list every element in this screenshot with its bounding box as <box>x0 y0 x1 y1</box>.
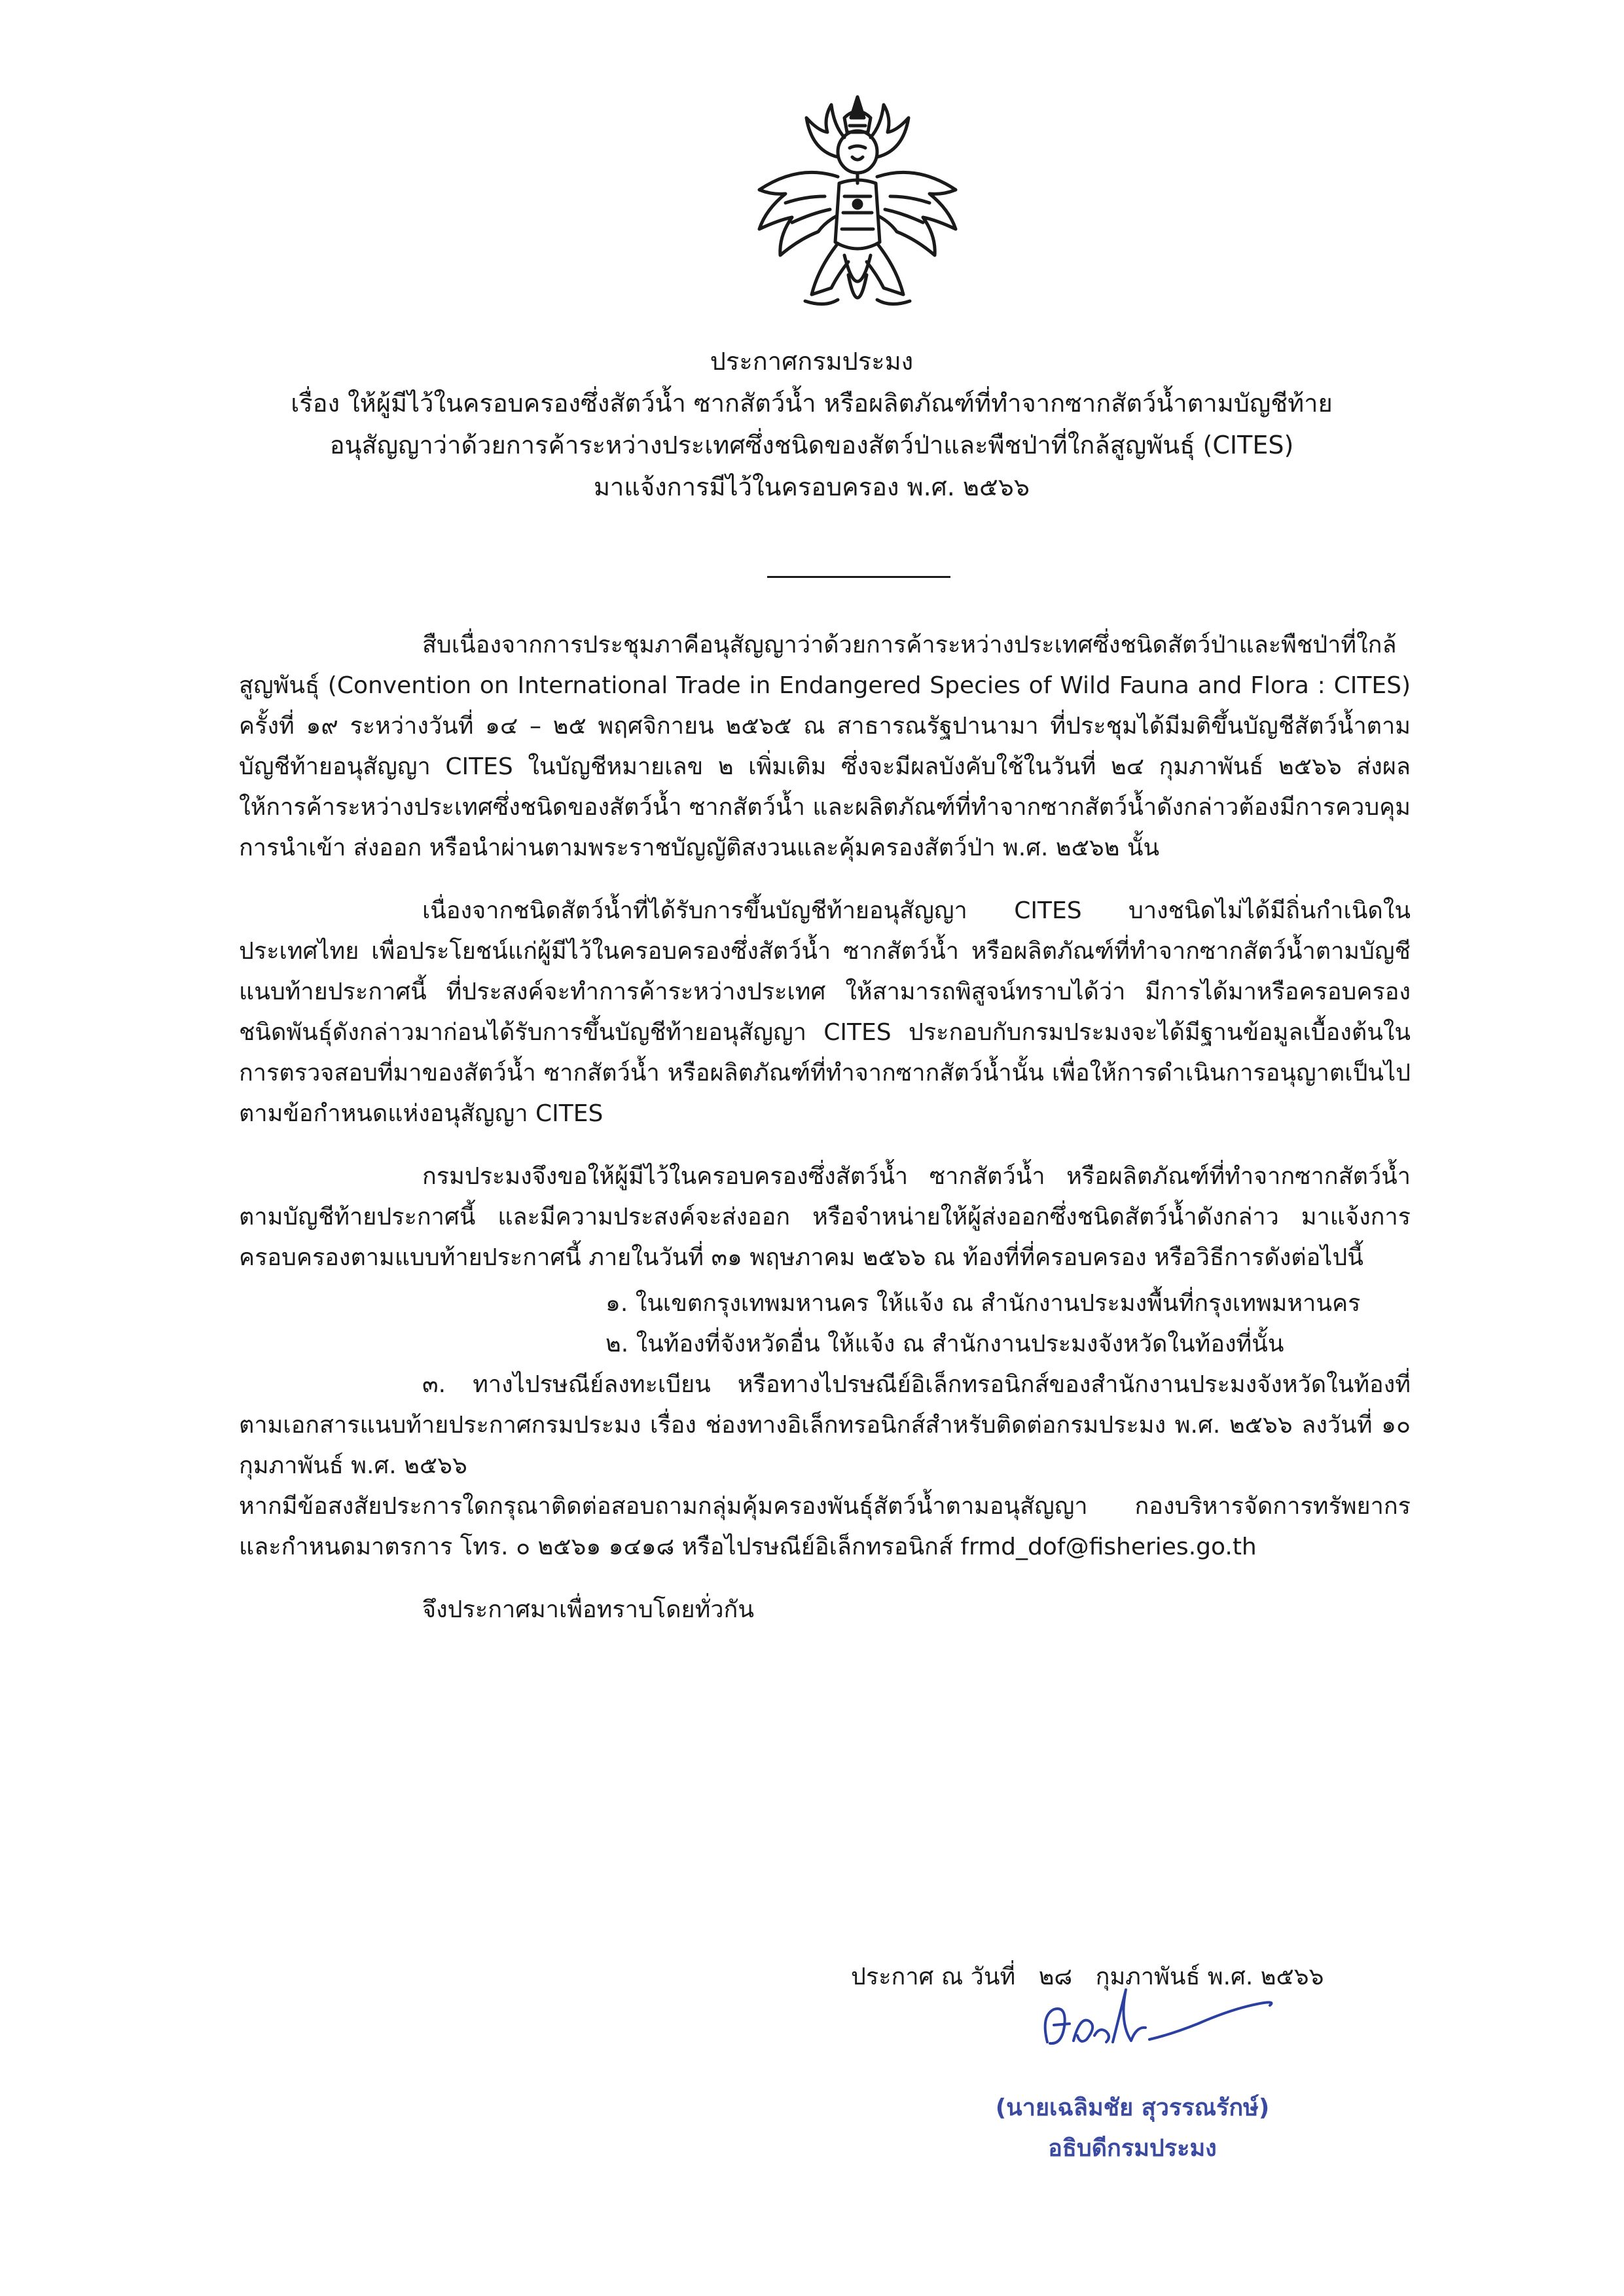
date-day: ๒๘ <box>1038 1964 1073 1990</box>
header-divider <box>767 576 950 578</box>
signer-position: อธิบดีกรมประมง <box>1048 2135 1217 2162</box>
garuda-emblem-icon <box>746 92 969 327</box>
channel-list <box>239 1283 1411 1486</box>
paragraph-background: สืบเนื่องจากการประชุมภาคีอนุสัญญาว่าด้วยการค้าระหว่างประเทศซึ่งชนิดสัตว์ป่าและพืชป่าที่ใกล้สูญพันธุ์ (Convention on International Trade in Endangered Species of Wild Fauna and Flora : CITES) ครั้งที่ ๑๙ ระหว่างวันที่ ๑๔ – ๒๕ พฤศจิกายน ๒๕๖๕ ณ สาธารณรัฐปานามา ที่ประชุมได้มีมติขึ้นบัญชีสัตว์น้ำตามบัญชีท้ายอนุสัญญา CITES ในบัญชีหมายเลข ๒ เพิ่มเติม ซึ่งจะมีผลบังคับใช้ในวันที่ ๒๔ กุมภาพันธ์ ๒๕๖๖ ส่งผลให้การค้าระหว่างประเทศซึ่งชนิดของสัตว์น้ำ ซากสัตว์น้ำ และผลิตภัณฑ์ที่ทำจากซากสัตว์น้ำดังกล่าวต้องมีการควบคุมการนำเข้า ส่งออก หรือนำผ่านตามพระราชบัญญัติสงวนและคุ้มครองสัตว์ป่า พ.ศ. ๒๕๖๒ นั้น <box>239 632 1411 861</box>
channel-item-province: ๒. ในท้องที่จังหวัดอื่น ให้แจ้ง ณ สำนักงานประมงจังหวัดในท้องที่นั้น <box>605 1331 1284 1357</box>
closing-line: จึงประกาศมาเพื่อทราบโดยทั่วกัน <box>422 1596 754 1623</box>
subject-line-1: เรื่อง ให้ผู้มีไว้ในครอบครองซึ่งสัตว์น้ำ ซากสัตว์น้ำ หรือผลิตภัณฑ์ที่ทำจากซากสัตว์น้ำตามบัญชีท้าย <box>291 389 1333 418</box>
channel-item-bangkok: ๑. ในเขตกรุงเทพมหานคร ให้แจ้ง ณ สำนักงานประมงพื้นที่กรุงเทพมหานคร <box>605 1290 1361 1317</box>
announcement-body <box>239 625 1411 1653</box>
subject-line-2: อนุสัญญาว่าด้วยการค้าระหว่างประเทศซึ่งชนิดของสัตว์ป่าและพืชป่าที่ใกล้สูญพันธุ์ (CITES) <box>329 431 1294 459</box>
contact-paragraph: หากมีข้อสงสัยประการใดกรุณาติดต่อสอบถามกลุ่มคุ้มครองพันธุ์สัตว์น้ำตามอนุสัญญา กองบริหารจัดการทรัพยากรและกำหนดมาตรการ โทร. ๐ ๒๕๖๑ ๑๔๑๘ หรือไปรษณีย์อิเล็กทรอนิกส์ frmd_dof@fisheries.go.th <box>239 1493 1411 1560</box>
date-month-year: กุมภาพันธ์ พ.ศ. ๒๕๖๖ <box>1095 1964 1324 1990</box>
handwritten-signature-icon <box>1021 1964 1296 2068</box>
announcement-header <box>196 340 1427 508</box>
channel-item-mail: ๓. ทางไปรษณีย์ลงทะเบียน หรือทางไปรษณีย์อิเล็กทรอนิกส์ของสำนักงานประมงจังหวัดในท้องที่ ตามเอกสารแนบท้ายประกาศกรมประมง เรื่อง ช่องทางอิเล็กทรอนิกส์สำหรับติดต่อกรมประมง พ.ศ. ๒๕๖๖ ลงวันที่ ๑๐ กุมภาพันธ์ พ.ศ. ๒๕๖๖ <box>239 1371 1411 1479</box>
signer-block <box>903 2088 1362 2169</box>
paragraph-rationale: เนื่องจากชนิดสัตว์น้ำที่ได้รับการขึ้นบัญชีท้ายอนุสัญญา CITES บางชนิดไม่ได้มีถิ่นกำเนิดในประเทศไทย เพื่อประโยชน์แก่ผู้มีไว้ในครอบครองซึ่งสัตว์น้ำ ซากสัตว์น้ำ หรือผลิตภัณฑ์ที่ทำจากซากสัตว์น้ำตามบัญชีแนบท้ายประกาศนี้ ที่ประสงค์จะทำการค้าระหว่างประเทศ ให้สามารถพิสูจน์ทราบได้ว่า มีการได้มาหรือครอบครองชนิดพันธุ์ดังกล่าวมาก่อนได้รับการขึ้นบัญชีท้ายอนุสัญญา CITES ประกอบกับกรมประมงจะได้มีฐานข้อมูลเบื้องต้นในการตรวจสอบที่มาของสัตว์น้ำ ซากสัตว์น้ำ หรือผลิตภัณฑ์ที่ทำจากซากสัตว์น้ำนั้น เพื่อให้การดำเนินการอนุญาตเป็นไปตามข้อกำหนดแห่งอนุสัญญา CITES <box>239 897 1411 1127</box>
subject-line-3: มาแจ้งการมีไว้ในครอบครอง พ.ศ. ๒๕๖๖ <box>593 473 1030 501</box>
paragraph-request: กรมประมงจึงขอให้ผู้มีไว้ในครอบครองซึ่งสัตว์น้ำ ซากสัตว์น้ำ หรือผลิตภัณฑ์ที่ทำจากซากสัตว์น้ำตามบัญชีท้ายประกาศนี้ และมีความประสงค์จะส่งออก หรือจำหน่ายให้ผู้ส่งออกซึ่งชนิดสัตว์น้ำดังกล่าว มาแจ้งการครอบครองตามแบบท้ายประกาศนี้ ภายในวันที่ ๓๑ พฤษภาคม ๒๕๖๖ ณ ท้องที่ที่ครอบครอง หรือวิธีการดังต่อไปนี้ <box>239 1163 1411 1271</box>
date-prefix: ประกาศ ณ วันที่ <box>851 1964 1016 1990</box>
issuer-title: ประกาศกรมประมง <box>710 347 914 376</box>
signer-name: (นายเฉลิมชัย สุวรรณรักษ์) <box>995 2094 1270 2121</box>
